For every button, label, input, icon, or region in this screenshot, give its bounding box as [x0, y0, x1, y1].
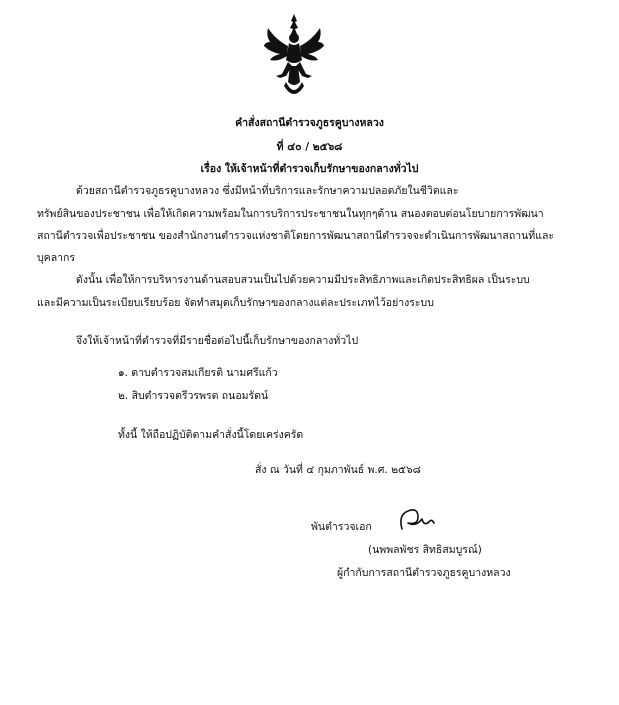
- paragraph-1-line-2: ทรัพย์สินของประชาชน เพื่อให้เกิดความพร้อมในการบริการประชาชนในทุกๆด้าน สนองตอบต่อนโยบายการพัฒนา: [37, 208, 544, 220]
- handwritten-signature: [396, 505, 436, 533]
- order-number: ที่ ๔๐ / ๒๕๖๘: [276, 141, 343, 153]
- closing-line: ทั้งนี้ ให้ถือปฏิบัติตามคำสั่งนี้โดยเคร่งครัด: [118, 429, 304, 441]
- signer-position: ผู้กำกับการสถานีตำรวจภูธรคูบางหลวง: [337, 567, 511, 579]
- paragraph-2-line-2: และมีความเป็นระเบียบเรียบร้อย จัดทำสมุดเก็บรักษาของกลางแต่ละประเภทไว้อย่างระบบ: [37, 297, 434, 309]
- paragraph-1-line-4: บุคลากร: [37, 252, 76, 264]
- order-subject: เรื่อง ให้เจ้าหน้าที่ตำรวจเก็บรักษาของกลางทั่วไป: [200, 163, 419, 175]
- paragraph-1-line-3: สถานีตำรวจเพื่อประชาชน ของสำนักงานตำรวจแห่งชาติโดยการพัฒนาสถานีตำรวจจะดำเนินการพัฒนาสถานที่และ: [37, 230, 555, 242]
- signer-rank: พันตำรวจเอก: [311, 521, 372, 533]
- officer-item: ๒. สิบตำรวจตรีวรพรต ถนอมรัตน์: [118, 390, 269, 402]
- officer-item: ๑. ดาบตำรวจสมเกียรติ นามศรีแก้ว: [118, 367, 278, 379]
- assignment-line: จึงให้เจ้าหน้าที่ตำรวจที่มีรายชื่อต่อไปนี้เก็บรักษาของกลางทั่วไป: [76, 335, 359, 347]
- order-date: สั่ง ณ วันที่ ๔ กุมภาพันธ์ พ.ศ. ๒๕๖๘: [255, 464, 421, 476]
- paragraph-2-line-1: ดังนั้น เพื่อให้การบริหารงานด้านสอบสวนเป็นไปด้วยความมีประสิทธิภาพและเกิดประสิทธิผล เป็นระบบ: [76, 274, 530, 286]
- garuda-emblem: [262, 12, 326, 98]
- paragraph-1-line-1: ด้วยสถานีตำรวจภูธรคูบางหลวง ซึ่งมีหน้าที่บริการและรักษาความปลอดภัยในชีวิตและ: [76, 185, 459, 197]
- document-title: คำสั่งสถานีตำรวจภูธรคูบางหลวง: [235, 117, 384, 129]
- signer-name: (นพพลพัชร สิทธิสมบูรณ์): [368, 544, 482, 556]
